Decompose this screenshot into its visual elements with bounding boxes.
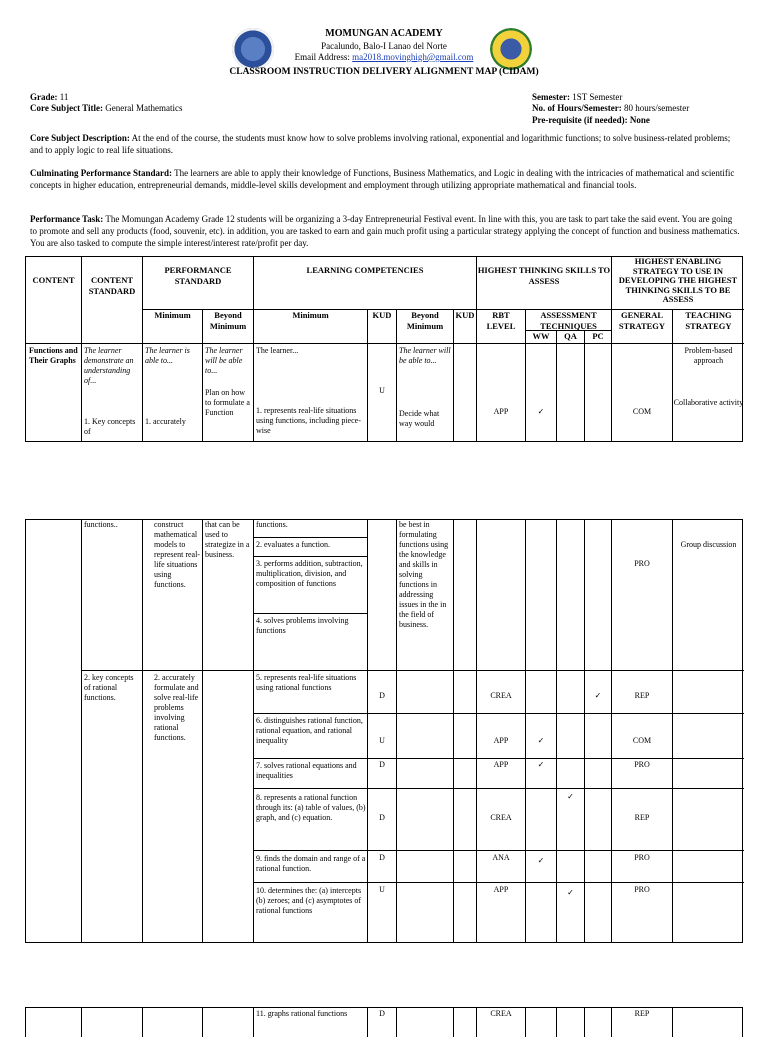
meta-right (532, 92, 689, 126)
culminating-label: Culminating Performance Standard: (30, 168, 172, 178)
comp-10: 10. determines the: (a) intercepts (b) zeroes; and (c) asymptotes of rational functions (256, 886, 362, 915)
comp-10-general: PRO (634, 885, 650, 894)
comp-5-rbt: CREA (490, 691, 512, 700)
comp-4: 4. solves problems involving functions (256, 616, 349, 635)
comp-11-rbt: CREA (490, 1009, 512, 1018)
comp-8-general: REP (634, 813, 650, 822)
th-highest-enabling: HIGHEST ENABLING STRATEGY TO USE IN DEVELOPING THE HIGHEST THINKING SKILLS TO BE ASSESS (618, 256, 738, 305)
th-ps-beyond: Beyond Minimum (209, 310, 247, 331)
semester-value: 1ST Semester (572, 92, 623, 102)
comp-11-kud: D (379, 1009, 385, 1018)
row1-lc-intro: The learner... (256, 346, 299, 355)
description-label: Core Subject Description: (30, 133, 130, 143)
comp-11: 11. graphs rational functions (256, 1009, 348, 1018)
comp-7-ww-check: ✓ (537, 760, 545, 769)
hours-value: 80 hours/semester (623, 103, 690, 114)
row1-cs-item: 1. Key concepts of (84, 417, 136, 436)
row1-ww-check: ✓ (537, 407, 545, 416)
row1-ps-beyond-item: Plan on how to formulate a Function (205, 388, 250, 417)
th-highest-thinking: HIGHEST THINKING SKILLS TO ASSESS (477, 265, 611, 286)
document-header (0, 28, 768, 79)
p2-general-pro: PRO (634, 559, 650, 568)
comp-7-general: PRO (634, 760, 650, 769)
p2-content-cont: functions.. (84, 520, 118, 529)
core-description (30, 132, 740, 156)
cidam-table-page3 (25, 1007, 743, 1037)
school-address: Pacalundo, Balo-I Lanao del Norte (321, 40, 447, 51)
description-text: At the end of the course, the students must know how to solve problems involving rational, exponential and logarithmic functions; to solve business-related problems; and to apply logic to real life situations. (30, 133, 731, 156)
semester-label: Semester: (532, 92, 570, 102)
comp-9-kud: D (379, 853, 385, 862)
th-performance-standard: PERFORMANCE STANDARD (164, 265, 232, 286)
p2-lc-cont: functions. (256, 520, 288, 529)
meta-left (30, 92, 182, 115)
p2-lc-beyond-cont: be best in formulating functions using the knowledge and skills in solving functions in addressing issues in the in the field of business. (399, 520, 449, 629)
comp-6-ww-check: ✓ (537, 736, 545, 745)
th-rbt-level: RBT LEVEL (486, 310, 516, 331)
comp-2: 2. evaluates a function. (256, 540, 330, 549)
th-qa: QA (564, 331, 577, 341)
grade-value: 11 (59, 92, 69, 102)
comp-6-general: COM (632, 736, 652, 745)
comp-10-rbt: APP (493, 885, 509, 894)
row1-ps-beyond-intro: The learner will be able to... (205, 346, 243, 375)
row1-content: Functions and Their Graphs (29, 346, 78, 365)
cidam-table-page2 (25, 519, 743, 943)
th-kud-2: KUD (455, 310, 475, 320)
prereq-label: Pre-requisite (if needed): None (532, 114, 650, 125)
comp-7: 7. solves rational equations and inequalities (256, 761, 357, 780)
culminating-standard (30, 167, 740, 191)
task-text: The Momungan Academy Grade 12 students will be organizing a 3-day Entrepreneurial Festival event. In line with this, you are task to part take the said event. You are going to promote and sell any products (food, souvenir, etc). in addition, you are tasked to earn and gain much profit using a particular strategy applying the concept of function and business mathematics. You are also tasked to compute the simple interest/interest rate/profit per day. (30, 214, 740, 249)
row1-kud: U (379, 386, 385, 395)
comp-8-rbt: CREA (490, 813, 512, 822)
row1-lc-beyond-item: Decide what way would (399, 409, 440, 428)
p2-ps2: 2. accurately formulate and solve real-life problems involving rational functions. (154, 673, 199, 742)
school-name: MOMUNGAN ACADEMY (325, 28, 443, 39)
task-label: Performance Task: (30, 214, 104, 224)
row1-cs-intro: The learner demonstrate an understanding of... (84, 346, 134, 385)
subject-value: General Mathematics (105, 103, 183, 114)
comp-3: 3. performs addition, subtraction, multiplication, division, and composition of functions (256, 559, 363, 588)
cidam-table-page1 (25, 256, 743, 442)
th-assessment: ASSESSMENT TECHNIQUES (540, 310, 597, 331)
culminating-text: The learners are able to apply their knowledge of Functions, Business Mathematics, and Logic in dealing with the intricacies of mathematical and scientific concepts in higher education, entrepreneurial demands, middle-level skills development and employment through utilizing appropriate mathematical and financial tools. (30, 168, 735, 191)
comp-10-qa-check: ✓ (567, 888, 574, 897)
th-ps-minimum: Minimum (154, 310, 191, 320)
comp-8: 8. represents a rational function through its: (a) table of values, (b) graph, and (c) equation. (256, 793, 366, 822)
p2-ps-cont: that can be used to strategize in a business. (205, 520, 250, 559)
th-content: CONTENT (32, 275, 75, 285)
comp-9: 9. finds the domain and range of a rational function. (256, 854, 366, 873)
row1-lc-beyond-intro: The learner will be able to... (399, 346, 451, 365)
th-ww: WW (532, 331, 550, 341)
row1-ps-min-intro: The learner is able to... (145, 346, 190, 365)
comp-9-ww-check: ✓ (537, 856, 545, 865)
th-learning-competencies: LEARNING COMPETENCIES (306, 265, 424, 275)
row1-teaching-1: Problem-based approach (684, 346, 733, 365)
row1-ps-min-item: 1. accurately (145, 417, 186, 426)
document-title: CLASSROOM INSTRUCTION DELIVERY ALIGNMENT MAP (CIDAM) (229, 67, 539, 77)
grade-label: Grade: (30, 92, 58, 102)
comp-6-kud: U (379, 736, 385, 745)
comp-5-general: REP (634, 691, 650, 700)
th-kud-1: KUD (372, 310, 392, 320)
comp-10-kud: U (379, 885, 385, 894)
comp-5-pc-check: ✓ (594, 691, 602, 700)
comp-11-general: REP (634, 1009, 650, 1018)
email-label: Email Address: (294, 51, 350, 62)
comp-7-rbt: APP (493, 760, 509, 769)
p2-teaching-group: Group discussion (680, 540, 737, 549)
row1-rbt: APP (493, 407, 509, 416)
th-general-strategy: GENERAL STRATEGY (618, 310, 666, 331)
email-link[interactable]: ma2018.movinghigh@gmail.com (352, 51, 474, 62)
th-content-standard: CONTENT STANDARD (88, 275, 136, 296)
subject-label: Core Subject Title: (30, 103, 103, 114)
comp-8-qa-check: ✓ (567, 792, 574, 801)
row1-teaching-2: Collaborative activity (673, 398, 744, 407)
hours-label: No. of Hours/Semester: (532, 103, 622, 114)
th-lc-beyond: Beyond Minimum (406, 310, 444, 331)
comp-7-kud: D (379, 760, 385, 769)
comp-5-kud: D (379, 691, 385, 700)
comp-5: 5. represents real-life situations using rational functions (256, 673, 357, 692)
th-lc-minimum: Minimum (292, 310, 329, 320)
th-teaching-strategy: TEACHING STRATEGY (685, 310, 732, 331)
p2-cs2: 2. key concepts of rational functions. (84, 673, 134, 702)
th-pc: PC (592, 331, 604, 341)
performance-task (30, 213, 740, 249)
comp-8-kud: D (379, 813, 385, 822)
comp-6-rbt: APP (493, 736, 509, 745)
comp-6: 6. distinguishes rational function, rational equation, and rational inequality (256, 716, 363, 745)
comp-9-general: PRO (634, 853, 650, 862)
row1-general: COM (632, 407, 652, 416)
p2-cs-cont: construct mathematical models to represent real-life situations using functions. (154, 520, 200, 589)
comp-9-rbt: ANA (492, 853, 510, 862)
row1-lc-item: 1. represents real-life situations using functions, including piece-wise (256, 406, 361, 435)
